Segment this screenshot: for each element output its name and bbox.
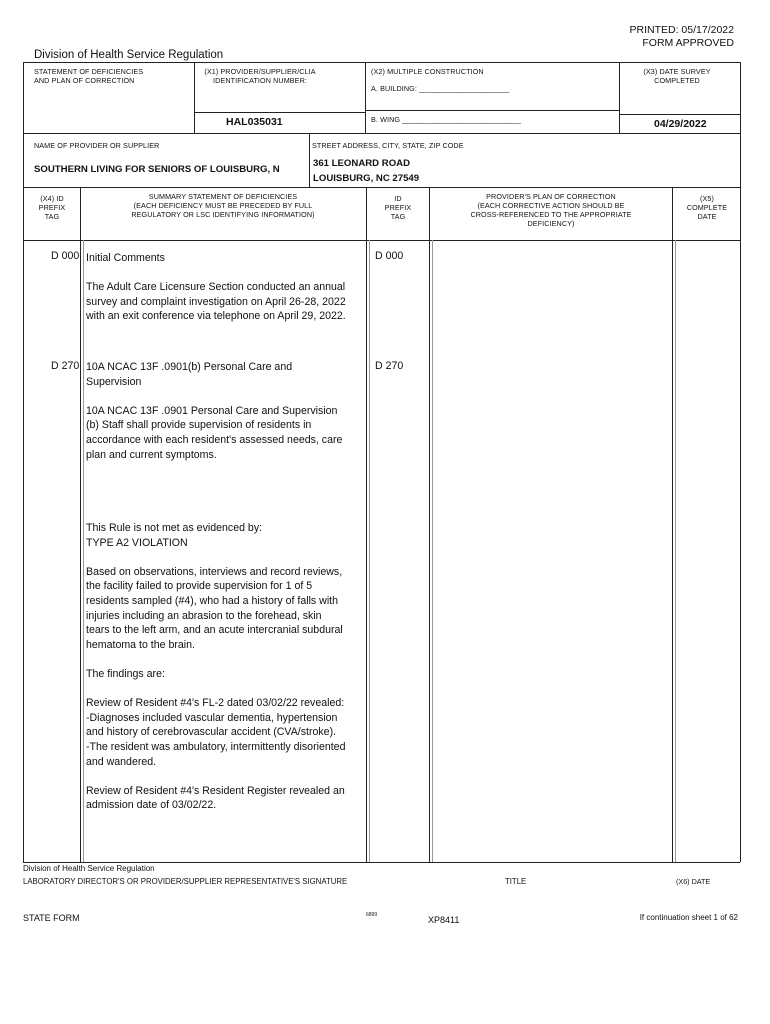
agency-title: Division of Health Service Regulation [34, 49, 224, 61]
printed-date: PRINTED: 05/17/2022 [629, 24, 734, 36]
entry-tag: D 000 [51, 250, 80, 262]
form-approved: FORM APPROVED [642, 37, 734, 49]
signature-label: LABORATORY DIRECTOR'S OR PROVIDER/SUPPLIER REPRESENTATIVE'S SIGNATURE [23, 877, 348, 886]
paragraph: 10A NCAC 13F .0901(b) Personal Care and Supervision [86, 361, 293, 388]
address-line-2: LOUISBURG, NC 27549 [313, 173, 420, 184]
paragraph: Initial Comments [86, 252, 165, 264]
x5-header: (X5) COMPLETE DATE [686, 194, 728, 221]
provider-name: SOUTHERN LIVING FOR SENIORS OF LOUISBURG, N [34, 164, 280, 175]
paragraph: Review of Resident #4's Resident Register revealed an admission date of 03/02/22. [86, 784, 345, 812]
address [313, 156, 419, 186]
statement-label: STATEMENT OF DEFICIENCIES AND PLAN OF CORRECTION [34, 67, 144, 85]
summary-header: SUMMARY STATEMENT OF DEFICIENCIES (EACH DEFICIENCY MUST BE PRECEDED BY FULL REGULATORY OR LSC IDENTIFYING INFORMATION) [131, 192, 315, 219]
entry-text [86, 360, 348, 477]
paragraph: This Rule is not met as evidenced by: TYPE A2 VIOLATION [86, 522, 263, 549]
entry-text [86, 251, 348, 339]
entry-text-continued [86, 521, 348, 827]
x6-date-label: (X6) DATE [676, 877, 711, 886]
x2-building: A. BUILDING: ______________________ [371, 84, 510, 93]
x1-label: (X1) PROVIDER/SUPPLIER/CLIA IDENTIFICATION NUMBER: [204, 67, 316, 85]
x3-label: (X3) DATE SURVEY COMPLETED [643, 67, 711, 85]
continuation-sheet: If continuation sheet 1 of 62 [639, 913, 738, 922]
survey-date: 04/29/2022 [654, 118, 707, 130]
entry-id-tag: D 270 [375, 360, 404, 372]
paragraph: Based on observations, interviews and record reviews, the facility failed to provide supervision for 1 of 5 residents sampled (#4), who had a history of falls with injuries including an abrasion to the forehead, skin tears to the left arm, and an acute intercranial subdural hematoma to the brain. [86, 565, 343, 651]
footer-agency: Division of Health Service Regulation [23, 864, 155, 873]
x4-header: (X4) ID PREFIX TAG [38, 194, 66, 221]
address-line-1: 361 LEONARD ROAD [313, 158, 411, 169]
form-id: XP8411 [428, 915, 460, 925]
x2-label: (X2) MULTIPLE CONSTRUCTION [371, 67, 484, 76]
provider-label: NAME OF PROVIDER OR SUPPLIER [34, 141, 160, 150]
entry-id-tag: D 000 [375, 250, 404, 262]
state-form: STATE FORM [23, 913, 80, 923]
paragraph: The findings are: [86, 667, 165, 680]
print-info [630, 24, 734, 50]
paragraph: The Adult Care Licensure Section conducted an annual survey and complaint investigation on April 26-28, 2022 with an exit conference via telephone on April 29, 2022. [86, 281, 346, 323]
provider-id: HAL035031 [226, 116, 283, 128]
form-code: 6899 [366, 912, 378, 918]
plan-header: PROVIDER'S PLAN OF CORRECTION (EACH CORRECTIVE ACTION SHOULD BE CROSS-REFERENCED TO THE APPROPRIATE DEFICIENCY) [470, 192, 632, 228]
address-label: STREET ADDRESS, CITY, STATE, ZIP CODE [312, 141, 464, 150]
entry-tag: D 270 [51, 360, 80, 372]
paragraph: Review of Resident #4's FL-2 dated 03/02/22 revealed: -Diagnoses included vascular dementia, hypertension and history of cerebrovascular accident (CVA/stroke). -The resident was ambulatory, intermittently disoriented and wandered. [86, 697, 346, 768]
paragraph: 10A NCAC 13F .0901 Personal Care and Supervision (b) Staff shall provide supervision of residents in accordance with each resident's assessed needs, care plan and current symptoms. [86, 404, 343, 461]
id-header: ID PREFIX TAG [384, 194, 412, 221]
title-label: TITLE [505, 877, 527, 886]
x2-wing: B. WING _____________________________ [371, 115, 521, 124]
